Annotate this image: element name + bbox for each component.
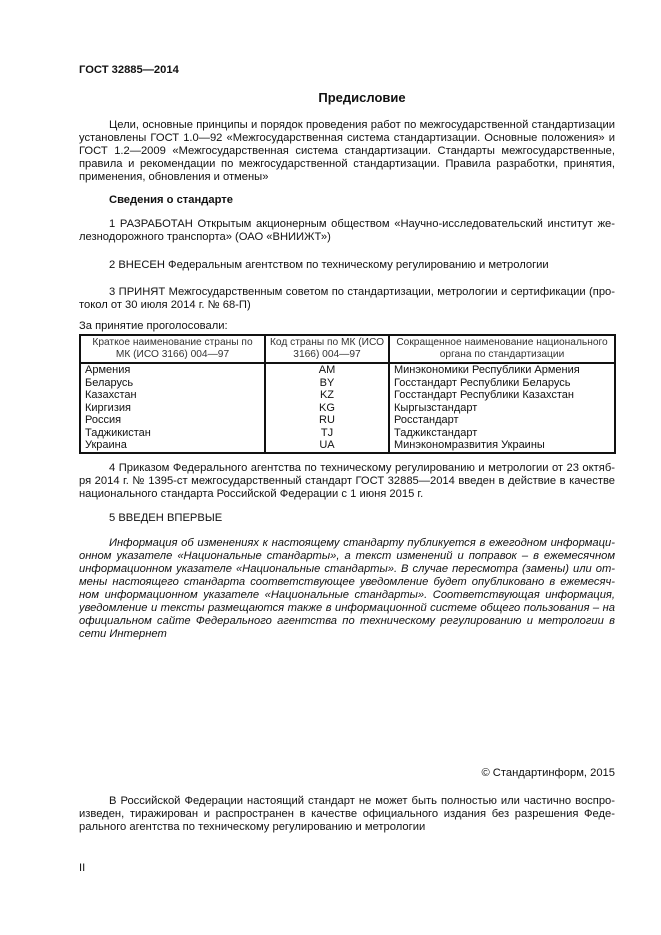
column-header: [80, 335, 265, 363]
header-line: органа по стандартизации: [439, 349, 565, 360]
text-line: В Российской Федерации настоящий стандарт не может быть полностью или частично воспро-: [109, 795, 615, 807]
column-header: [265, 335, 389, 363]
item-adopted: [79, 286, 615, 312]
text-line: ном информационном указателе «Национальные стандарты». Соответствующая информация,: [79, 589, 615, 601]
text-line: применения, обновления и отмены»: [79, 171, 269, 183]
item-introduced: 2 ВНЕСЕН Федеральным агентством по техническому регулированию и метрологии: [109, 259, 549, 271]
country-name: Таджикистан: [80, 427, 265, 440]
text-line: ря 2014 г. № 1395-ст межгосударственный стандарт ГОСТ 32885—2014 введен в действие в качестве: [79, 475, 615, 487]
text-line: информационном указателе «Национальные стандарты». В случае пересмотра (замены) или от-: [79, 563, 615, 575]
country-name: Казахстан: [80, 389, 265, 402]
item-developed: [79, 218, 615, 244]
standards-body: Росстандарт: [389, 414, 615, 427]
text-line: Информация об изменениях к настоящему стандарту публикуется в ежегодном информаци-: [109, 537, 615, 549]
country-code: AM: [265, 363, 389, 377]
country-code: UA: [265, 439, 389, 453]
text-line: 1 РАЗРАБОТАН Открытым акционерным обществом «Научно-исследовательский институт же-: [109, 218, 615, 230]
intro-paragraph: [79, 119, 615, 184]
section-title: Сведения о стандарте: [109, 194, 233, 206]
page-number: II: [79, 862, 86, 874]
standards-body: Госстандарт Республики Казахстан: [389, 389, 615, 402]
country-name: Беларусь: [80, 377, 265, 390]
table-row: [80, 402, 615, 415]
country-name: Киргизия: [80, 402, 265, 415]
text-line: 3 ПРИНЯТ Межгосударственным советом по стандартизации, метрологии и сертификации (про-: [109, 286, 615, 298]
text-line: онном указателе «Национальные стандарты», а текст изменений и поправок – в ежемесячном: [79, 550, 615, 562]
text-line: правила и рекомендации по межгосударственной стандартизации. Правила разработки, принятия,: [79, 158, 615, 170]
text-line: токол от 30 июля 2014 г. № 68-П): [79, 299, 251, 311]
text-line: рального агентства по техническому регулированию и метрологии: [79, 821, 426, 833]
table-row: [80, 414, 615, 427]
text-line: национального стандарта Российской Федерации с 1 июня 2015 г.: [79, 488, 424, 500]
country-name: Россия: [80, 414, 265, 427]
voting-table: [79, 334, 616, 454]
country-code: BY: [265, 377, 389, 390]
text-line: ГОСТ 1.2—2009 «Межгосударственная система стандартизации. Стандарты межгосударственные,: [79, 145, 615, 157]
header-line: Код страны по МК (ИСО: [269, 337, 385, 348]
text-line: установлены ГОСТ 1.0—92 «Межгосударственная система стандартизации. Основные положения» и: [79, 132, 615, 144]
country-name: Армения: [80, 363, 265, 377]
item-order: [79, 462, 615, 501]
country-code: TJ: [265, 427, 389, 440]
standards-body: Кыргызстандарт: [389, 402, 615, 415]
table-row: [80, 363, 615, 377]
info-paragraph: [79, 537, 615, 641]
table-row: [80, 389, 615, 402]
column-header: [389, 335, 615, 363]
voted-label: За принятие проголосовали:: [79, 320, 228, 332]
country-code: KG: [265, 402, 389, 415]
copyright: © Стандартинформ, 2015: [481, 767, 615, 779]
standards-body: Минэкономразвития Украины: [389, 439, 615, 453]
standards-body: Госстандарт Республики Беларусь: [389, 377, 615, 390]
text-line: лезнодорожного транспорта» (ОАО «ВНИИЖТ»): [79, 231, 331, 243]
header-line: Сокращенное наименование национального: [396, 337, 608, 348]
text-line: изведен, тиражирован и распространен в качестве официального издания без разрешения Феде-: [79, 808, 615, 820]
text-line: Цели, основные принципы и порядок проведения работ по межгосударственной стандартизации: [109, 119, 615, 131]
table-row: [80, 439, 615, 453]
text-line: мены настоящего стандарта соответствующее уведомление будет опубликовано в ежемесяч-: [79, 576, 615, 588]
text-line: официальном сайте Федерального агентства по техническому регулированию и метрологии в: [79, 615, 615, 627]
copyright-notice: [79, 795, 615, 834]
standards-body: Таджикстандарт: [389, 427, 615, 440]
header-line: 3166) 004—97: [293, 349, 361, 360]
country-code: KZ: [265, 389, 389, 402]
standards-body: Минэкономики Республики Армения: [389, 363, 615, 377]
text-line: сети Интернет: [79, 628, 167, 640]
country-name: Украина: [80, 439, 265, 453]
country-code: RU: [265, 414, 389, 427]
text-line: 4 Приказом Федерального агентства по техническому регулированию и метрологии от 23 октяб-: [109, 462, 615, 474]
table-row: [80, 427, 615, 440]
header-line: МК (ИСО 3166) 004—97: [115, 349, 230, 360]
document-header: ГОСТ 32885—2014: [79, 64, 179, 76]
item-first-introduced: 5 ВВЕДЕН ВПЕРВЫЕ: [109, 512, 223, 524]
header-line: Краткое наименование страны по: [92, 337, 253, 348]
page-title: Предисловие: [318, 90, 406, 105]
table-row: [80, 377, 615, 390]
text-line: уведомление и тексты размещаются также в информационной системе общего пользования – на: [79, 602, 615, 614]
